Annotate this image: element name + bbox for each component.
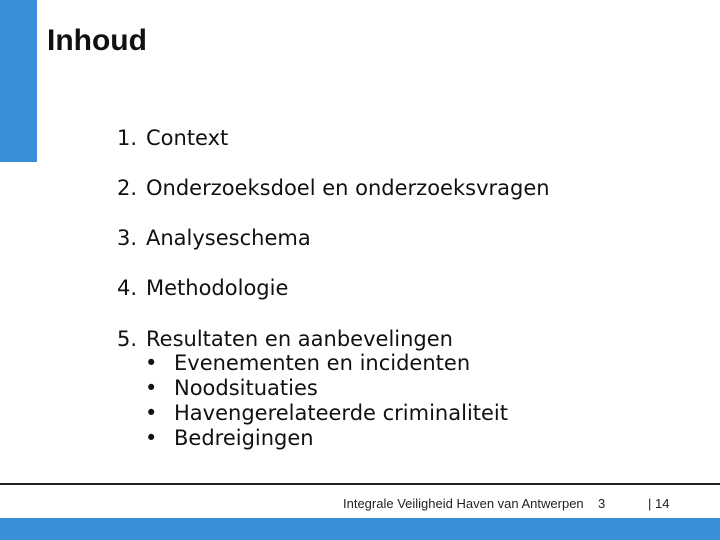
toc-subitem-label: Bedreigingen [174, 426, 314, 450]
toc-label: Methodologie [146, 276, 289, 300]
toc-item-1 [117, 126, 228, 150]
bullet-icon: • [145, 376, 158, 400]
toc-number: 4. [117, 276, 138, 300]
bottom-accent-bar [0, 518, 720, 540]
toc-item-2 [117, 176, 550, 200]
toc-subitem [117, 426, 508, 451]
toc-subitem-label: Havengerelateerde criminaliteit [174, 401, 509, 425]
toc-label: Analyseschema [146, 226, 311, 250]
footer-slide-ref: | 14 [648, 496, 670, 511]
bullet-icon: • [145, 351, 158, 375]
footer-page-number: 3 [598, 496, 606, 511]
toc-subitem-label: Evenementen en incidenten [174, 351, 471, 375]
toc-subitem [117, 351, 508, 376]
toc-item-4 [117, 276, 288, 300]
toc-label: Onderzoeksdoel en onderzoeksvragen [146, 176, 550, 200]
toc-item-3 [117, 226, 311, 250]
toc-subitem [117, 401, 508, 426]
toc-number: 1. [117, 126, 138, 150]
bullet-icon: • [145, 426, 158, 450]
toc-item-5 [117, 327, 508, 451]
footer-organization: Integrale Veiligheid Haven van Antwerpen [343, 496, 584, 511]
toc-label: Context [146, 126, 229, 150]
toc-subitem-label: Noodsituaties [174, 376, 318, 400]
toc-label: Resultaten en aanbevelingen [146, 327, 453, 351]
slide-title: Inhoud [47, 24, 147, 57]
accent-bar [0, 0, 37, 162]
toc-subitem [117, 376, 508, 401]
toc-number: 5. [117, 327, 138, 351]
footer-divider [0, 483, 720, 485]
toc-number: 3. [117, 226, 138, 250]
toc-number: 2. [117, 176, 138, 200]
toc-sublist [117, 351, 508, 451]
bullet-icon: • [145, 401, 158, 425]
